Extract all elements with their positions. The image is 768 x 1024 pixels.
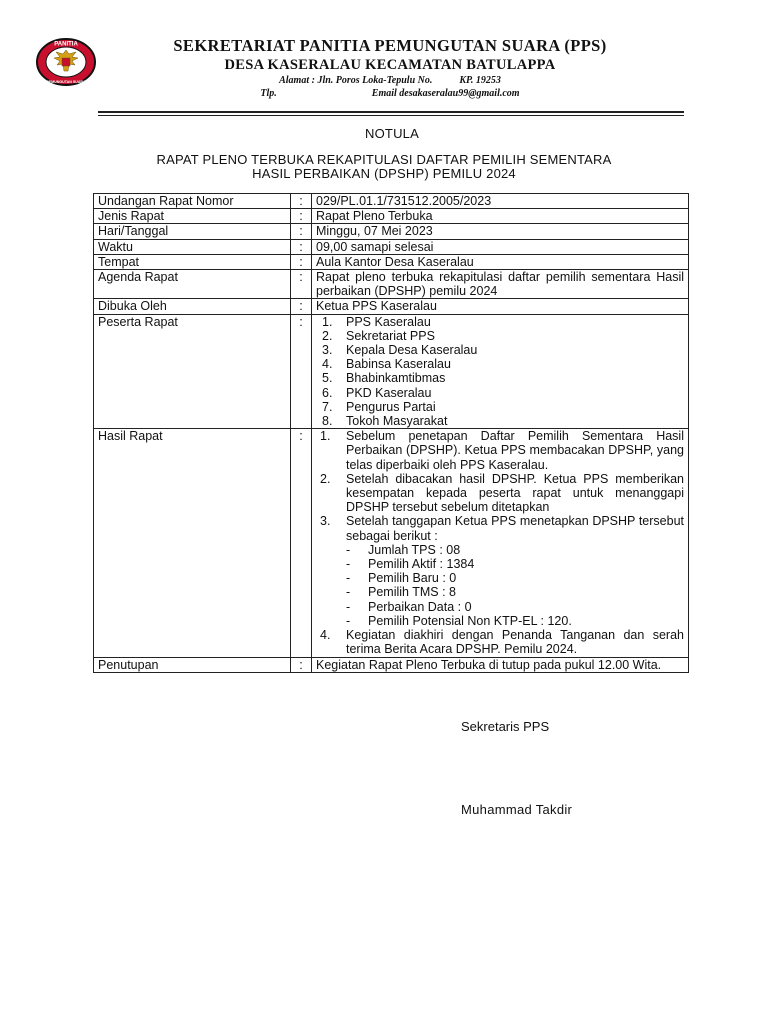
row-colon: :: [291, 429, 312, 657]
row-value: Aula Kantor Desa Kaseralau: [312, 254, 689, 269]
letterhead-address: [100, 74, 680, 87]
row-colon: :: [291, 657, 312, 672]
row-value: [312, 429, 689, 657]
email-text: Email desakaseralau99@gmail.com: [371, 88, 520, 99]
list-item: [316, 386, 684, 400]
detail-item: [346, 543, 684, 557]
row-colon: :: [291, 224, 312, 239]
detail-item: [346, 614, 684, 628]
table-row: [94, 194, 689, 209]
dash-marker: -: [346, 542, 351, 557]
table-row-peserta: [94, 314, 689, 429]
item-text: Sebelum penetapan Daftar Pemilih Sementara Hasil Perbaikan (DPSHP). Ketua PPS membacakan DPSHP, yang telas diperbaiki oleh PPS Kaseralau.: [346, 429, 684, 472]
row-colon: :: [291, 270, 312, 299]
item-text: Bhabinkamtibmas: [346, 371, 446, 386]
letterhead-institution: SEKRETARIAT PANITIA PEMUNGUTAN SUARA (PPS): [173, 36, 607, 55]
detail-item: [346, 571, 684, 585]
item-text: Setelah tanggapan Ketua PPS menetapkan DPSHP tersebut sebagai berikut :: [346, 514, 684, 543]
item-text: Tokoh Masyarakat: [346, 414, 448, 429]
logo-text-top: PANITIA: [54, 41, 78, 48]
table-row-penutupan: [94, 657, 689, 672]
letterhead: [100, 36, 680, 100]
row-value: [312, 314, 689, 429]
dash-marker: -: [346, 599, 351, 614]
item-number: 2.: [322, 328, 333, 343]
item-number: 7.: [322, 399, 333, 414]
row-colon: :: [291, 209, 312, 224]
table-row: [94, 224, 689, 239]
list-item: [316, 514, 684, 628]
item-number: 5.: [322, 371, 333, 386]
item-text: PPS Kaseralau: [346, 314, 431, 329]
item-text: PKD Kaseralau: [346, 385, 432, 400]
detail-text: Pemilih Baru : 0: [368, 571, 457, 586]
row-value: 029/PL.01.1/731512.2005/2023: [312, 194, 689, 209]
row-label: Hari/Tanggal: [94, 224, 291, 239]
detail-text: Perbaikan Data : 0: [368, 599, 472, 614]
table-row: [94, 239, 689, 254]
detail-text: Pemilih Aktif : 1384: [368, 557, 475, 572]
item-text: Kepala Desa Kaseralau: [346, 343, 478, 358]
item-number: 4.: [320, 628, 331, 643]
row-value: Rapat pleno terbuka rekapitulasi daftar pemilih sementara Hasil perbaikan (DPSHP) pemilu 2024: [312, 270, 689, 299]
signature-name: Muhammad Takdir: [461, 802, 573, 817]
row-value: 09,00 samapi selesai: [312, 239, 689, 254]
item-text: Babinsa Kaseralau: [346, 357, 451, 372]
detail-item: [346, 557, 684, 571]
doc-title-line2: HASIL PERBAIKAN (DPSHP) PEMILU 2024: [252, 166, 516, 181]
letterhead-contact: [100, 87, 680, 100]
dash-marker: -: [346, 613, 351, 628]
hasil-detail-list: [346, 543, 684, 628]
row-label: Dibuka Oleh: [94, 299, 291, 314]
row-colon: :: [291, 239, 312, 254]
dash-marker: -: [346, 557, 351, 572]
table-row: [94, 299, 689, 314]
table-row: [94, 254, 689, 269]
list-item: [316, 400, 684, 414]
row-value: Rapat Pleno Terbuka: [312, 209, 689, 224]
table-row: [94, 270, 689, 299]
item-text: Setelah dibacakan hasil DPSHP. Ketua PPS memberikan kesempatan kepada peserta rapat untuk menanggapi DPSHP tersebut sebelum ditetapkan: [346, 471, 684, 515]
row-label: Tempat: [94, 254, 291, 269]
item-number: 1.: [322, 314, 333, 329]
item-number: 1.: [320, 429, 331, 444]
list-item: [316, 315, 684, 329]
doc-title-line1: RAPAT PLENO TERBUKA REKAPITULASI DAFTAR PEMILIH SEMENTARA: [156, 152, 612, 167]
hasil-list: [316, 429, 684, 656]
item-number: 2.: [320, 471, 331, 486]
detail-item: [346, 600, 684, 614]
detail-item: [346, 585, 684, 599]
letterhead-rule-thick: [98, 111, 684, 113]
row-label: Jenis Rapat: [94, 209, 291, 224]
item-text: Pengurus Partai: [346, 399, 436, 414]
letterhead-village: DESA KASERALAU KECAMATAN BATULAPPA: [224, 57, 556, 73]
item-number: 4.: [322, 357, 333, 372]
dash-marker: -: [346, 571, 351, 586]
detail-text: Jumlah TPS : 08: [368, 542, 461, 557]
item-number: 6.: [322, 385, 333, 400]
list-item: [316, 628, 684, 656]
list-item: [316, 329, 684, 343]
table-row-hasil: [94, 429, 689, 657]
item-text: Kegiatan diakhiri dengan Penanda Tanganan dan serah terima Berita Acara DPSHP. Pemilu 2024.: [346, 628, 684, 657]
row-value: Kegiatan Rapat Pleno Terbuka di tutup pada pukul 12.00 Wita.: [312, 657, 689, 672]
detail-text: Pemilih Potensial Non KTP-EL : 120.: [368, 613, 572, 628]
row-label: Hasil Rapat: [94, 429, 291, 657]
logo-text-bottom: PEMUNGUTAN SUARA: [46, 80, 86, 84]
letterhead-rule-thin: [98, 115, 684, 116]
doc-title-notula: NOTULA: [365, 126, 419, 141]
phone-label: Tlp.: [260, 88, 277, 99]
item-text: Sekretariat PPS: [346, 328, 435, 343]
row-colon: :: [291, 254, 312, 269]
row-value: Ketua PPS Kaseralau: [312, 299, 689, 314]
list-item: [316, 357, 684, 371]
pps-logo: [34, 36, 98, 88]
item-number: 3.: [320, 514, 331, 529]
detail-text: Pemilih TMS : 8: [368, 585, 456, 600]
peserta-list: [316, 315, 684, 429]
row-label: Penutupan: [94, 657, 291, 672]
row-colon: :: [291, 299, 312, 314]
item-number: 8.: [322, 414, 333, 429]
postal-code: KP. 19253: [459, 75, 501, 86]
row-colon: :: [291, 314, 312, 429]
signature-role: Sekretaris PPS: [461, 719, 550, 734]
row-label: Undangan Rapat Nomor: [94, 194, 291, 209]
row-label: Peserta Rapat: [94, 314, 291, 429]
row-label: Agenda Rapat: [94, 270, 291, 299]
row-label: Waktu: [94, 239, 291, 254]
list-item: [316, 472, 684, 515]
list-item: [316, 414, 684, 428]
list-item: [316, 429, 684, 472]
row-value: Minggu, 07 Mei 2023: [312, 224, 689, 239]
list-item: [316, 371, 684, 385]
address-text: Alamat : Jln. Poros Loka-Tepulu No.: [279, 75, 433, 86]
row-colon: :: [291, 194, 312, 209]
dash-marker: -: [346, 585, 351, 600]
meeting-table: [93, 193, 689, 673]
table-row: [94, 209, 689, 224]
item-number: 3.: [322, 343, 333, 358]
list-item: [316, 343, 684, 357]
